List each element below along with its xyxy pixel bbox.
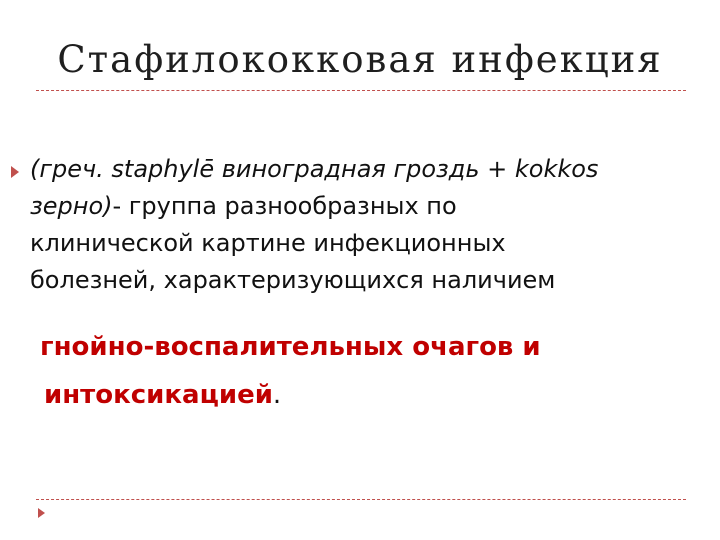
highlight-line-2: интоксикацией xyxy=(44,380,273,410)
definition-line-1: - группа разнообразных по xyxy=(112,192,457,220)
definition-text xyxy=(30,151,690,299)
definition-line-2: клинической картине инфекционных xyxy=(30,229,506,257)
bullet-arrow-icon xyxy=(11,166,19,178)
highlight-text xyxy=(40,323,700,419)
etymology: (греч. staphylē виноградная гроздь + kokkos зерно) xyxy=(30,155,599,220)
end-period: . xyxy=(272,380,282,410)
definition-line-3: болезней, характеризующихся наличием xyxy=(30,266,556,294)
slide-title: Стафилококковая инфекция xyxy=(57,38,663,81)
top-divider xyxy=(36,90,686,91)
bottom-divider xyxy=(36,499,686,500)
next-slide-arrow-icon[interactable] xyxy=(38,508,45,518)
highlight-line-1: гнойно-воспалительных очагов и xyxy=(40,332,541,362)
